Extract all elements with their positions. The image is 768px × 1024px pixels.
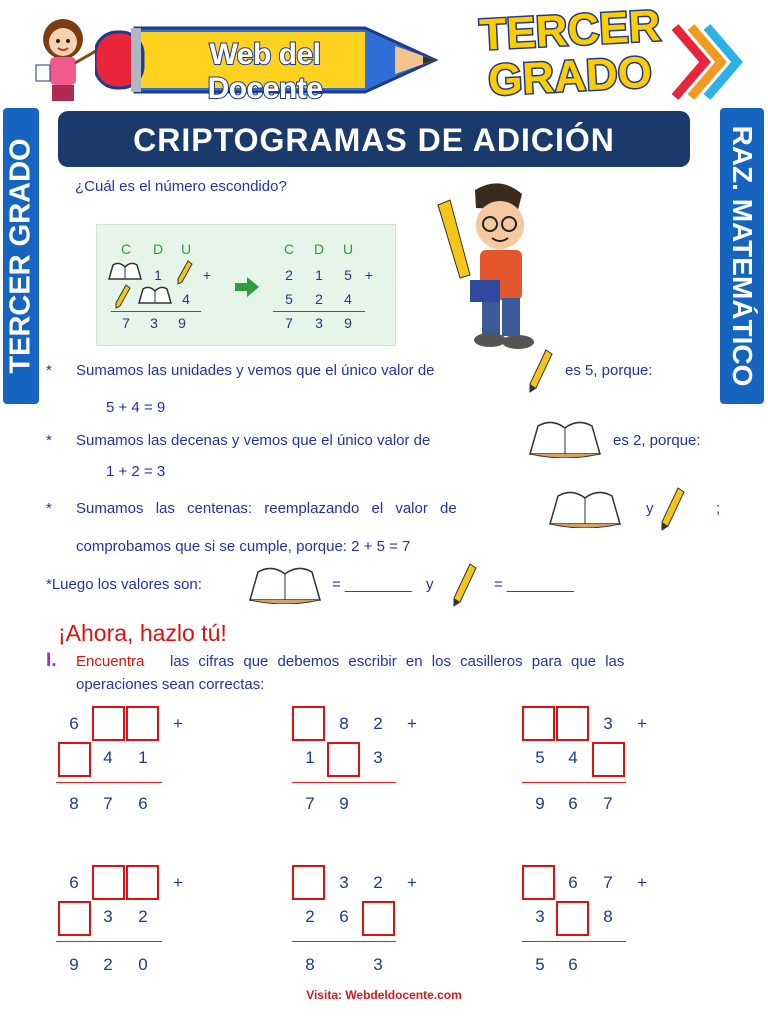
right-r1-c: 2 <box>285 267 293 283</box>
sum-line <box>56 782 162 783</box>
right-plus: + <box>364 267 374 283</box>
right-r1-u: 5 <box>344 267 352 283</box>
answer-cell[interactable] <box>58 742 91 777</box>
digit: 2 <box>305 907 315 926</box>
step2-end: es 2, porque: <box>613 432 701 449</box>
digit: 1 <box>305 748 315 767</box>
pencil-icon <box>115 283 131 314</box>
digit: 2 <box>373 873 383 892</box>
book-icon <box>528 418 602 463</box>
arrow-right-icon <box>235 277 259 302</box>
answer-cell[interactable] <box>292 865 325 900</box>
step3-semicolon: ; <box>716 500 721 517</box>
side-banner-left <box>3 108 39 404</box>
sum-line <box>522 782 626 783</box>
sum-line <box>56 941 162 942</box>
col-label-d: D <box>313 241 325 257</box>
step1-equation: 5 + 4 = 9 <box>106 399 166 416</box>
problem-6 <box>522 865 662 977</box>
book-icon <box>548 488 622 533</box>
side-banner-right-text: RAZ. MATEMÁTICO <box>727 125 758 387</box>
side-banner-left-text: TERCER GRADO <box>4 138 37 374</box>
plus-sign: + <box>173 873 183 892</box>
sum-line <box>292 941 396 942</box>
pencil-icon <box>452 562 478 613</box>
grade-logo <box>455 1 685 106</box>
answer-cell[interactable] <box>556 901 589 936</box>
answer-cell[interactable] <box>92 865 125 900</box>
digit: 7 <box>603 873 613 892</box>
example-box <box>96 224 396 346</box>
answer-cell[interactable] <box>92 706 125 741</box>
instruction-text-2: operaciones sean correctas: <box>76 676 265 693</box>
digit: 6 <box>339 907 349 926</box>
answer-cell[interactable] <box>327 742 360 777</box>
digit: 8 <box>69 794 79 813</box>
step1-end: es 5, porque: <box>565 362 653 379</box>
digit: 3 <box>339 873 349 892</box>
answer-cell[interactable] <box>126 706 159 741</box>
answer-cell[interactable] <box>362 901 395 936</box>
problem-4 <box>56 865 196 977</box>
answer-cell[interactable] <box>58 901 91 936</box>
pencil-icon <box>528 348 554 399</box>
sum-line <box>273 311 365 312</box>
instruction-text: las cifras que debemos escribir en los casilleros para que las <box>170 653 625 670</box>
bullet: * <box>46 500 52 517</box>
answer-cell[interactable] <box>556 706 589 741</box>
digit: 7 <box>103 794 113 813</box>
digit: 6 <box>138 794 148 813</box>
step2-equation: 1 + 2 = 3 <box>106 463 166 480</box>
digit: 3 <box>103 907 113 926</box>
brand-logo-text: Web del Docente <box>207 38 323 105</box>
practice-heading: ¡Ahora, hazlo tú! <box>58 620 227 646</box>
digit: 9 <box>535 794 545 813</box>
plus-sign: + <box>407 714 417 733</box>
right-r2-d: 2 <box>315 291 323 307</box>
side-banner-right <box>720 108 764 404</box>
digit: 9 <box>339 794 349 813</box>
digit: 6 <box>69 873 79 892</box>
answer-cell[interactable] <box>592 742 625 777</box>
digit: 4 <box>103 748 113 767</box>
digit: 3 <box>373 748 383 767</box>
roman-numeral: I. <box>46 650 57 671</box>
answer-blank-pencil: = ________ <box>494 576 574 593</box>
digit: 0 <box>138 955 148 974</box>
right-r1-d: 1 <box>315 267 323 283</box>
step4-y: y <box>426 576 434 593</box>
digit: 6 <box>568 873 578 892</box>
digit: 2 <box>373 714 383 733</box>
book-icon <box>248 564 322 609</box>
digit: 7 <box>603 794 613 813</box>
right-res-u: 9 <box>344 315 352 331</box>
step2-text: Sumamos las decenas y vemos que el único valor de <box>76 432 431 449</box>
left-res-u: 9 <box>178 315 186 331</box>
answer-cell[interactable] <box>126 865 159 900</box>
sum-line <box>111 311 201 312</box>
page-title: CRIPTOGRAMAS DE ADICIÓN <box>58 111 690 167</box>
pencil-icon <box>177 259 193 290</box>
problem-2 <box>292 706 432 818</box>
answer-cell[interactable] <box>522 706 555 741</box>
step3-line2: comprobamos que si se cumple, porque: 2 + 5 = 7 <box>76 538 411 555</box>
instruction-verb: Encuentra <box>76 653 145 670</box>
student-mascot <box>430 180 540 355</box>
right-r2-u: 4 <box>344 291 352 307</box>
digit: 9 <box>69 955 79 974</box>
digit: 2 <box>103 955 113 974</box>
pencil-icon <box>660 486 686 537</box>
plus-sign: + <box>637 714 647 733</box>
answer-blank-book: = ________ <box>332 576 412 593</box>
book-icon <box>137 285 173 310</box>
left-r2-u: 4 <box>182 291 190 307</box>
problem-5 <box>292 865 432 977</box>
footer-link[interactable]: Visita: Webdeldocente.com <box>306 988 462 1002</box>
left-res-d: 3 <box>150 315 158 331</box>
col-label-u: U <box>342 241 354 257</box>
digit: 1 <box>138 748 148 767</box>
right-r2-c: 5 <box>285 291 293 307</box>
digit: 3 <box>535 907 545 926</box>
digit: 8 <box>603 907 613 926</box>
digit: 7 <box>305 794 315 813</box>
col-label-u: U <box>180 241 192 257</box>
right-res-d: 3 <box>315 315 323 331</box>
digit: 6 <box>69 714 79 733</box>
digit: 6 <box>568 794 578 813</box>
digit: 4 <box>568 748 578 767</box>
digit: 8 <box>305 955 315 974</box>
sum-line <box>522 941 626 942</box>
left-plus: + <box>202 267 212 283</box>
grade-logo-line2: GRADO <box>486 47 654 106</box>
col-label-c: C <box>283 241 295 257</box>
step1-text: Sumamos las unidades y vemos que el único valor de <box>76 362 435 379</box>
chevrons-decoration <box>665 22 745 102</box>
sum-line <box>292 782 396 783</box>
bullet: * <box>46 362 52 379</box>
digit: 6 <box>568 955 578 974</box>
col-label-c: C <box>120 241 132 257</box>
digit: 3 <box>603 714 613 733</box>
teacher-mascot <box>30 15 100 110</box>
digit: 5 <box>535 955 545 974</box>
left-r1-d: 1 <box>154 267 162 283</box>
intro-question: ¿Cuál es el número escondido? <box>75 178 287 195</box>
plus-sign: + <box>637 873 647 892</box>
bullet: * <box>46 432 52 449</box>
grade-logo-line1: TERCER <box>478 1 662 60</box>
digit: 2 <box>138 907 148 926</box>
right-res-c: 7 <box>285 315 293 331</box>
digit: 5 <box>535 748 545 767</box>
digit: 8 <box>339 714 349 733</box>
problem-1 <box>56 706 196 818</box>
step3-y: y <box>646 500 654 517</box>
answer-cell[interactable] <box>292 706 325 741</box>
plus-sign: + <box>407 873 417 892</box>
problem-3 <box>522 706 662 818</box>
digit: 3 <box>373 955 383 974</box>
answer-cell[interactable] <box>522 865 555 900</box>
col-label-d: D <box>152 241 164 257</box>
step3-text: Sumamos las centenas: reemplazando el valor de <box>76 500 457 517</box>
left-res-c: 7 <box>122 315 130 331</box>
plus-sign: + <box>173 714 183 733</box>
step4-text: *Luego los valores son: <box>46 576 202 593</box>
